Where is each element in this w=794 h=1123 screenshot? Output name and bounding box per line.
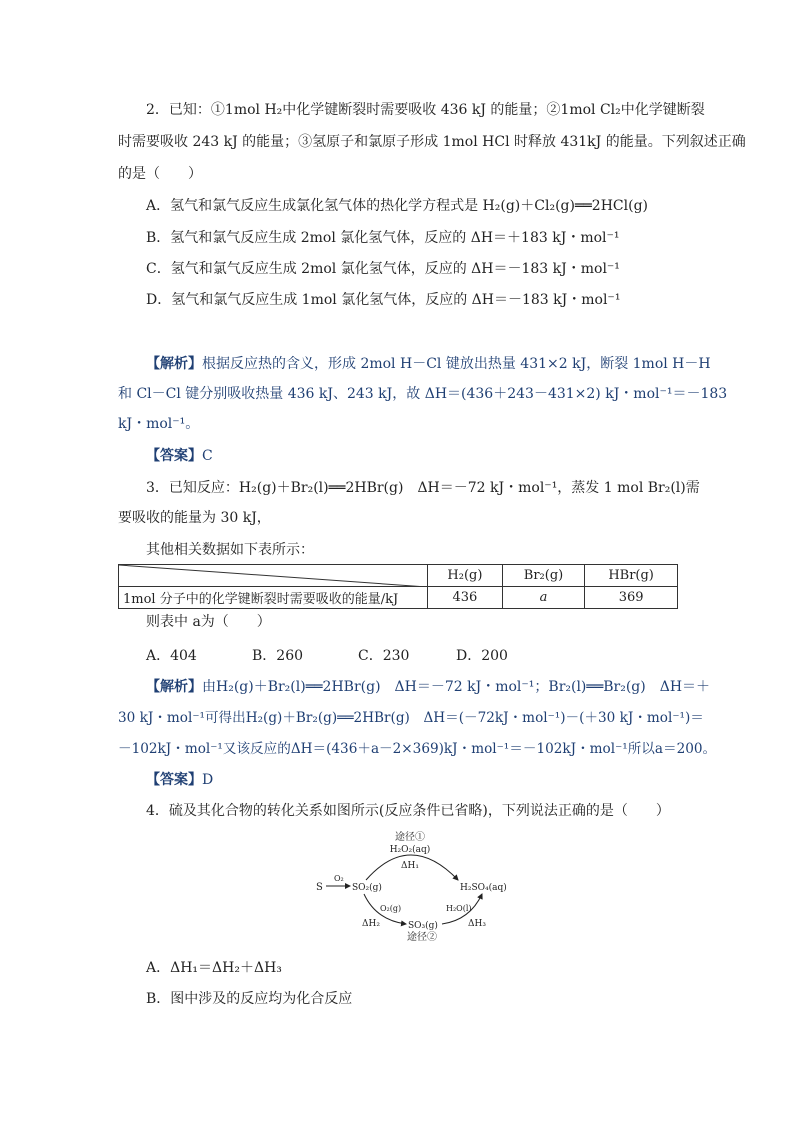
table-cell-h2: 436 — [428, 587, 503, 609]
diagram-dh1-label: ΔH₁ — [401, 861, 419, 871]
table-row-label: 1mol 分子中的化学键断裂时需要吸收的能量/kJ — [119, 587, 428, 609]
table-header-br2: Br₂(g) — [502, 565, 584, 587]
diagram-so3-label: SO₃(g) — [408, 921, 438, 931]
q2-analysis-line2: 和 Cl－Cl 键分别吸收热量 436 kJ、243 kJ，故 ΔH＝(436＋243－431×2) kJ・mol⁻¹＝－183 — [118, 386, 728, 402]
q2-analysis-line3: kJ・mol⁻¹。 — [118, 416, 200, 432]
q3-question: 则表中 a为（ ） — [146, 614, 271, 630]
table-corner-cell — [119, 565, 428, 587]
q2-stem-line1: 2．已知：①1mol H₂中化学键断裂时需要吸收 436 kJ 的能量；②1mol Cl₂中化学键断裂 — [146, 102, 705, 118]
q2-stem-line3: 的是（ ） — [118, 166, 202, 182]
q3-answer-value: D — [202, 772, 214, 788]
diagram-dh3-label: ΔH₃ — [468, 919, 486, 929]
q3-analysis-line1 — [146, 677, 710, 697]
q3-analysis-tag: 【解析】 — [146, 679, 202, 695]
q3-analysis-line2: 30 kJ・mol⁻¹可得出H₂(g)＋Br₂(g)══2HBr(g) ΔH＝(－72kJ・mol⁻¹)－(＋30 kJ・mol⁻¹)＝ — [118, 710, 704, 726]
diagram-path1-label: 途径① — [395, 832, 425, 843]
q3-data-table — [118, 564, 678, 609]
q4-stem: 4．硫及其化合物的转化关系如图所示(反应条件已省略)，下列说法正确的是（ ） — [146, 803, 670, 819]
q3-stem-line1: 3．已知反应：H₂(g)＋Br₂(l)══2HBr(g) ΔH＝－72 kJ・mol⁻¹，蒸发 1 mol Br₂(l)需 — [146, 480, 700, 496]
diagram-h2o2-label: H₂O₂(aq) — [389, 845, 431, 855]
q3-answer — [146, 770, 213, 790]
q2-analysis-line1 — [146, 354, 711, 374]
q3-answer-tag: 【答案】 — [146, 772, 202, 788]
q3-analysis-line3: －102kJ・mol⁻¹又该反应的ΔH＝(436＋a－2×369)kJ・mol⁻¹＝－102kJ・mol⁻¹所以a＝200。 — [118, 741, 717, 757]
diagram-h2so4-label: H₂SO₄(aq) — [460, 883, 507, 893]
sulfur-conversion-diagram — [310, 828, 530, 946]
diagram-path2-label: 途径② — [407, 932, 437, 943]
q2-answer-value: C — [202, 448, 213, 464]
q3-option-d: D．200 — [456, 648, 508, 664]
q3-option-b: B．260 — [252, 648, 304, 664]
table-cell-br2: a — [502, 587, 584, 609]
table-cell-hbr: 369 — [585, 587, 678, 609]
q2-answer — [146, 446, 213, 466]
q2-option-a: A．氢气和氯气反应生成氯化氢气体的热化学方程式是 H₂(g)＋Cl₂(g)══2HCl(g) — [146, 198, 649, 214]
diagram-dh2-label: ΔH₂ — [362, 919, 380, 929]
q2-option-c: C．氢气和氯气反应生成 2mol 氯化氢气体，反应的 ΔH＝－183 kJ・mol⁻¹ — [146, 261, 620, 277]
q2-option-b: B．氢气和氯气反应生成 2mol 氯化氢气体，反应的 ΔH＝＋183 kJ・mol⁻¹ — [146, 230, 620, 246]
q3-stem-line2: 要吸收的能量为 30 kJ， — [118, 510, 271, 526]
q3-table-intro: 其他相关数据如下表所示： — [146, 542, 314, 558]
q2-analysis-text1: 根据反应热的含义，形成 2mol H－Cl 键放出热量 431×2 kJ，断裂 1mol H－H — [202, 356, 711, 372]
diagram-o2g-label: O₂(g) — [380, 904, 402, 913]
q3-option-c: C．230 — [358, 648, 410, 664]
diagram-o2-label: O₂ — [334, 874, 344, 883]
diagram-h2o-label: H₂O(l) — [446, 904, 472, 913]
q2-option-d: D．氢气和氯气反应生成 1mol 氯化氢气体，反应的 ΔH＝－183 kJ・mol⁻¹ — [146, 292, 621, 308]
q3-analysis-text1: 由H₂(g)＋Br₂(l)══2HBr(g) ΔH＝－72 kJ・mol⁻¹；Br₂(l)══Br₂(g) ΔH＝＋ — [202, 679, 711, 695]
q2-answer-tag: 【答案】 — [146, 448, 202, 464]
table-header-h2: H₂(g) — [428, 565, 503, 587]
q4-option-a: A．ΔH₁＝ΔH₂＋ΔH₃ — [146, 960, 282, 976]
table-row — [119, 587, 678, 609]
q4-option-b: B．图中涉及的反应均为化合反应 — [146, 991, 353, 1007]
diagram-so2-label: SO₂(g) — [352, 883, 382, 893]
q2-analysis-tag: 【解析】 — [146, 356, 202, 372]
q3-option-a: A．404 — [146, 648, 197, 664]
table-header-hbr: HBr(g) — [585, 565, 678, 587]
diagonal-line — [119, 565, 427, 587]
diagram-s-label: S — [316, 882, 323, 893]
table-header-row — [119, 565, 678, 587]
q2-stem-line2: 时需要吸收 243 kJ 的能量；③氢原子和氯原子形成 1mol HCl 时释放 431kJ 的能量。下列叙述正确 — [118, 134, 746, 150]
